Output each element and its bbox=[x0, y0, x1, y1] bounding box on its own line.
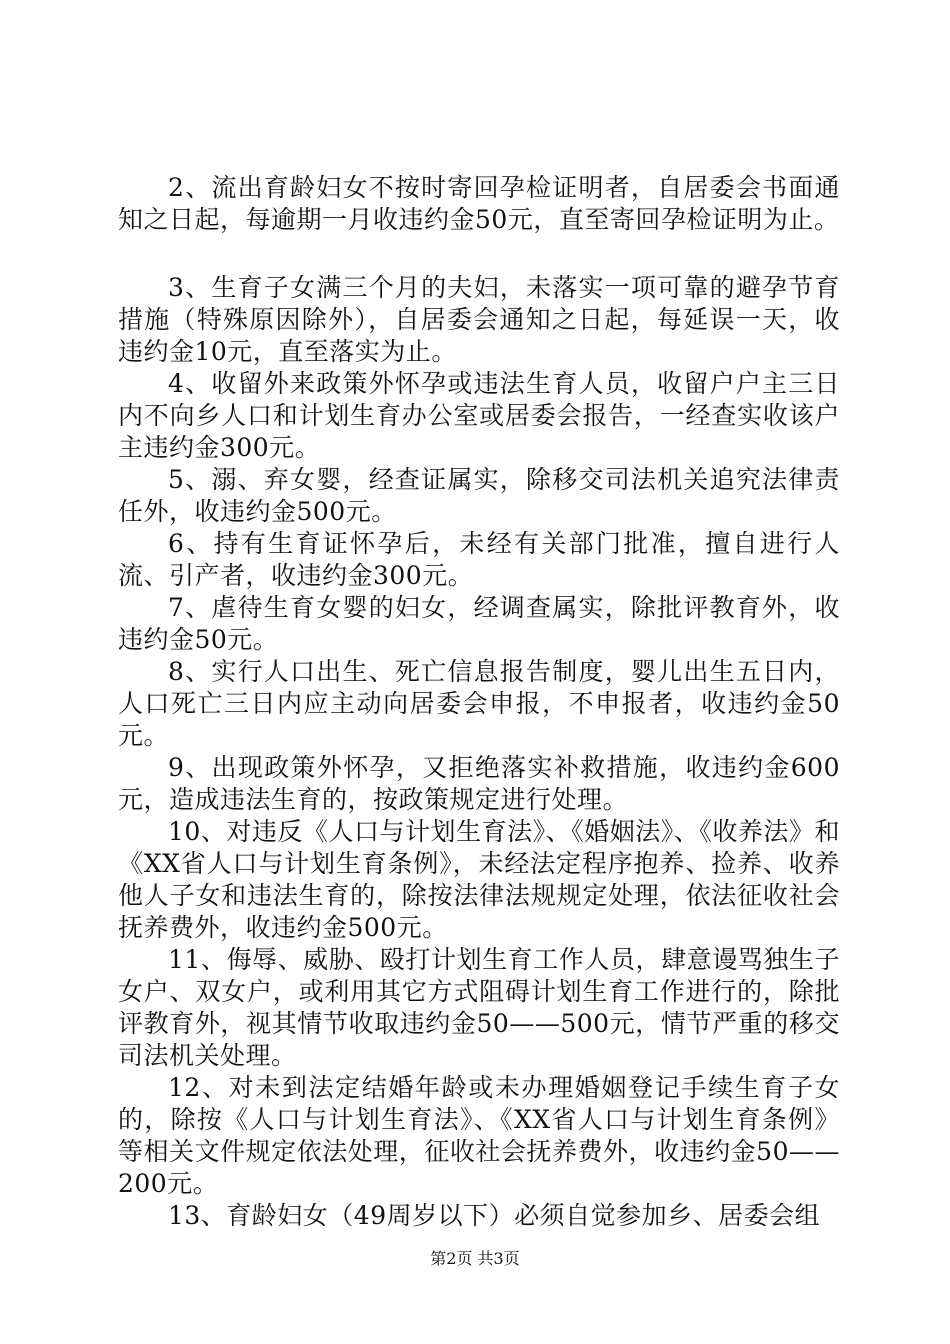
paragraph-2: 2、流出育龄妇女不按时寄回孕检证明者，自居委会书面通知之日起，每逾期一月收违约金50元，直至寄回孕检证明为止。 bbox=[118, 173, 840, 234]
paragraph-8: 8、实行人口出生、死亡信息报告制度，婴儿出生五日内，人口死亡三日内应主动向居委会申报，不申报者，收违约金50元。 bbox=[118, 657, 840, 750]
page-footer: 第2页 共3页 bbox=[430, 1249, 520, 1268]
paragraph-4: 4、收留外来政策外怀孕或违法生育人员，收留户户主三日内不向乡人口和计划生育办公室或居委会报告，一经查实收该户主违约金300元。 bbox=[118, 369, 840, 462]
document-body bbox=[118, 172, 840, 1232]
paragraph-6: 6、持有生育证怀孕后，未经有关部门批准，擅自进行人流、引产者，收违约金300元。 bbox=[118, 529, 840, 590]
paragraph-5: 5、溺、弃女婴，经查证属实，除移交司法机关追究法律责任外，收违约金500元。 bbox=[118, 465, 840, 526]
paragraph-10: 10、对违反《人口与计划生育法》、《婚姻法》、《收养法》和《XX省人口与计划生育条例》，未经法定程序抱养、捡养、收养他人子女和违法生育的，除按法律法规规定处理，依法征收社会抚养费外，收违约金500元。 bbox=[118, 817, 840, 942]
paragraph-11: 11、侮辱、威胁、殴打计划生育工作人员，肆意谩骂独生子女户、双女户，或利用其它方式阻碍计划生育工作进行的，除批评教育外，视其情节收取违约金50——500元，情节严重的移交司法机关处理。 bbox=[118, 945, 840, 1070]
paragraph-13: 13、育龄妇女（49周岁以下）必须自觉参加乡、居委会组 bbox=[168, 1201, 821, 1230]
paragraph-12: 12、对未到法定结婚年龄或未办理婚姻登记手续生育子女的，除按《人口与计划生育法》、《XX省人口与计划生育条例》等相关文件规定依法处理，征收社会抚养费外，收违约金50——200元。 bbox=[118, 1073, 840, 1198]
paragraph-gap bbox=[118, 236, 840, 272]
paragraph-9: 9、出现政策外怀孕，又拒绝落实补救措施，收违约金600元，造成违法生育的，按政策规定进行处理。 bbox=[118, 753, 840, 814]
paragraph-3: 3、生育子女满三个月的夫妇，未落实一项可靠的避孕节育措施（特殊原因除外），自居委会通知之日起，每延误一天，收违约金10元，直至落实为止。 bbox=[118, 273, 840, 366]
paragraph-7: 7、虐待生育女婴的妇女，经调查属实，除批评教育外，收违约金50元。 bbox=[118, 593, 840, 654]
